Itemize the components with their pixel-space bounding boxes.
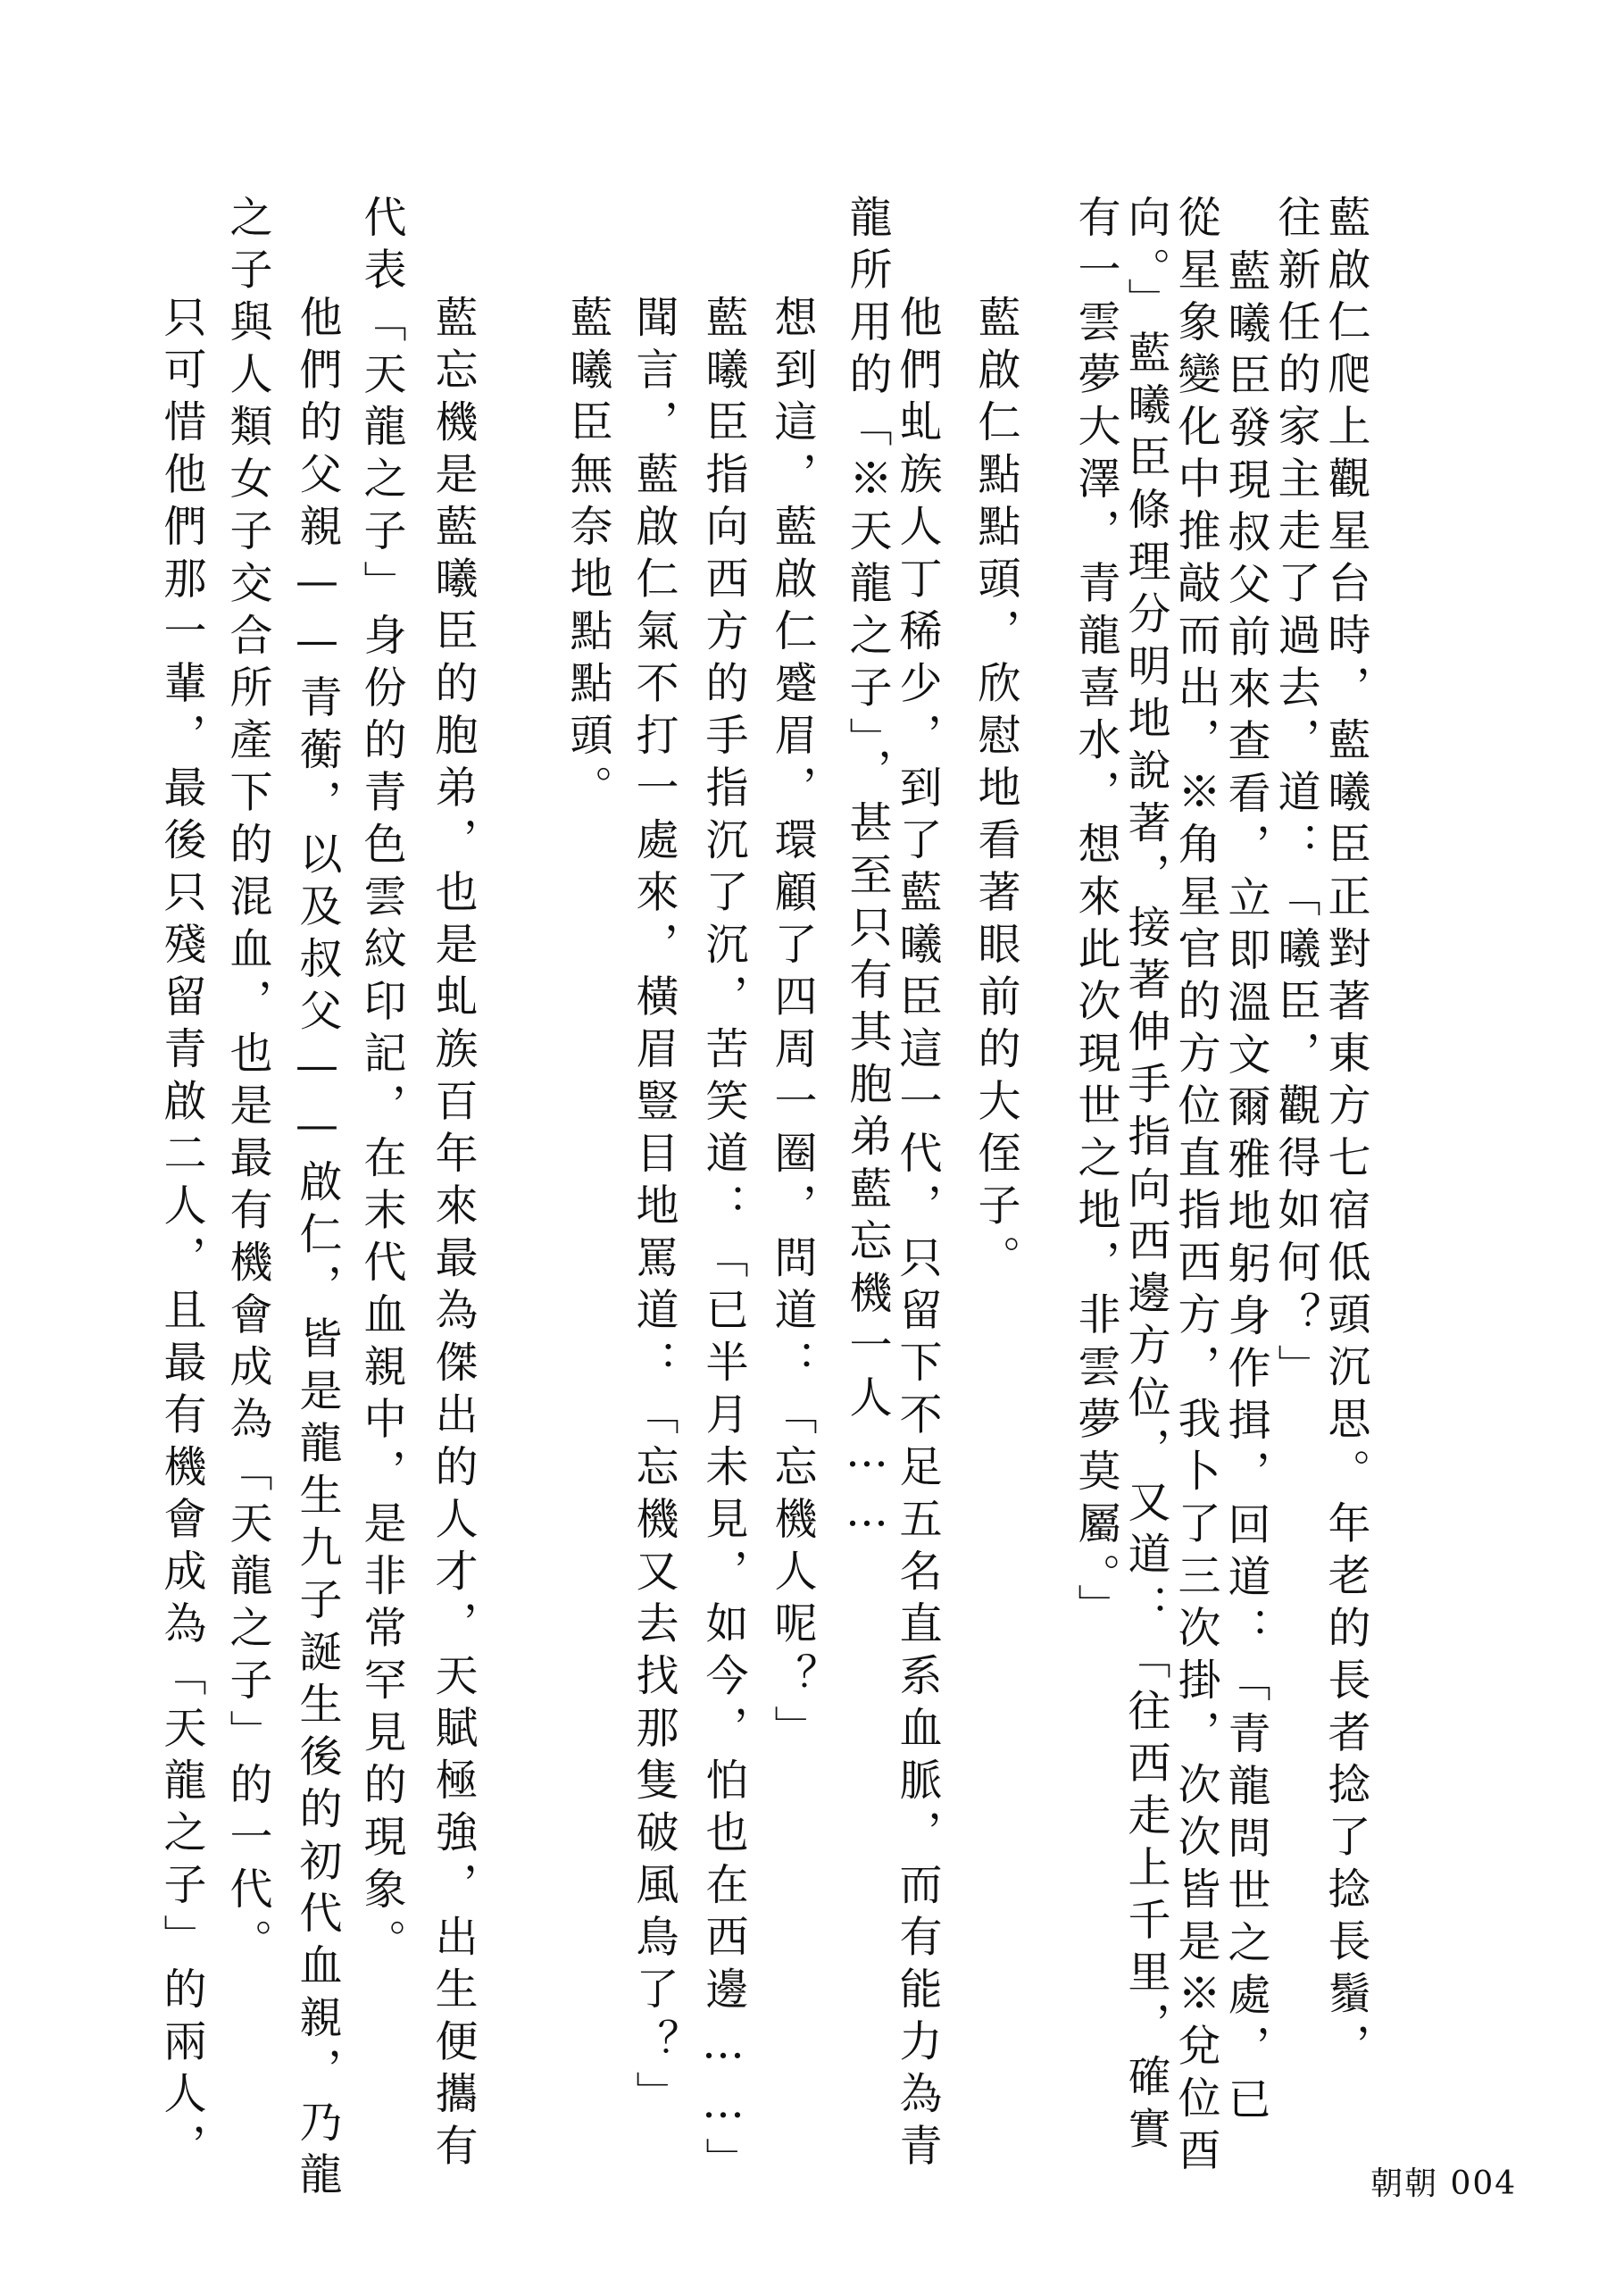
text-column: 藍忘機是藍曦臣的胞弟，也是虬族百年來最為傑出的人才，天賦極強，出生便攜有 — [428, 295, 478, 2175]
text-column: 之子與人類女子交合所產下的混血，也是最有機會成為「天龍之子」的一代。 — [222, 195, 272, 1971]
text-column: 他們的父親——青蘅，以及叔父——啟仁，皆是龍生九子誕生後的初代血親，乃龍 — [292, 295, 342, 2204]
text-column: 往新任的家主走了過去，道：「曦臣，觀得如何？」 — [1270, 195, 1320, 1397]
text-column: 聞言，藍啟仁氣不打一處來，橫眉豎目地罵道：「忘機又去找那隻破風鳥了？」 — [629, 295, 679, 2124]
text-column: 藍啟仁爬上觀星台時，藍曦臣正對著東方七宿低頭沉思。年老的長者捻了捻長鬚， — [1320, 195, 1370, 2075]
text-column: 藍曦臣無奈地點點頭。 — [562, 295, 612, 817]
text-column: 有一雲夢大澤，青龍喜水，想來此次現世之地，非雲夢莫屬。」 — [1070, 195, 1120, 1636]
text-column: 代表「天龍之子」身份的青色雲紋印記，在末代血親中，是非常罕見的現象。 — [356, 195, 406, 1971]
text-column: 藍曦臣指向西方的手指沉了沉，苦笑道：「已半月未見，如今，怕也在西邊……」 — [698, 295, 748, 2190]
text-column: 只可惜他們那一輩，最後只殘留青啟二人，且最有機會成為「天龍之子」的兩人， — [156, 295, 206, 2175]
text-column: 藍曦臣發現叔父前來查看，立即溫文爾雅地躬身作揖，回道：「青龍問世之處，已 — [1220, 248, 1270, 2129]
text-column: 藍啟仁點點頭，欣慰地看著眼前的大侄子。 — [970, 295, 1020, 1288]
text-column: 龍所用的「※天龍之子」，甚至只有其胞弟藍忘機一人…… — [842, 195, 892, 1546]
text-column: 他們虬族人丁稀少，到了藍曦臣這一代，只留下不足五名直系血脈，而有能力為青 — [892, 295, 942, 2175]
page-footer — [1370, 2158, 1517, 2204]
footer-title: 朝朝 — [1370, 2165, 1439, 2202]
text-column: 從星象變化中推敲而出，※角星官的方位直指西方，我卜了三次掛，次次皆是※兌位酉 — [1170, 195, 1220, 2180]
text-column: 想到這，藍啟仁蹙眉，環顧了四周一圈，問道：「忘機人呢？」 — [767, 295, 817, 1757]
page-number: 004 — [1450, 2165, 1518, 2202]
text-column: 向。」藍曦臣條理分明地說著，接著伸手指向西邊方位，又道：「往西走上千里，確實 — [1120, 195, 1170, 2158]
